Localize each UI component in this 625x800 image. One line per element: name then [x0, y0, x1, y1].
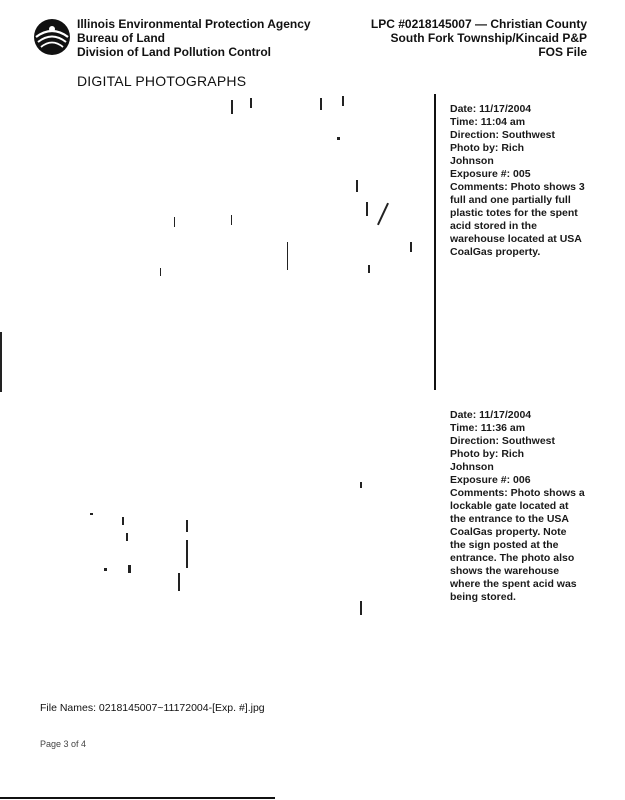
lpc-number: LPC #0218145007 — Christian County [370, 17, 587, 31]
bureau-name: Bureau of Land [77, 31, 166, 45]
photo-1-comments: Comments: Photo shows 3 full and one partially full plastic totes for the spent acid stored in the warehouse located at USA CoalGas property. [450, 181, 585, 258]
photo-artifact [231, 215, 232, 225]
division-name: Division of Land Pollution Control [77, 45, 271, 59]
photo-1-caption [450, 103, 585, 259]
photo-artifact [104, 568, 107, 571]
photo-artifact [186, 540, 188, 568]
page-number: Page 3 of 4 [40, 739, 87, 749]
photo-artifact [160, 268, 161, 276]
agency-header [77, 17, 311, 59]
photo-1-photographer: Photo by: Rich [450, 142, 525, 154]
lpc-location: South Fork Township/Kincaid P&P [390, 31, 587, 45]
photo-2-exposure: Exposure #: 006 [450, 474, 531, 486]
photo-artifact [126, 533, 128, 541]
photo-artifact [342, 96, 344, 106]
photo-1-photographer-name: Johnson [450, 155, 494, 167]
photo-2-photographer: Photo by: Rich [450, 448, 525, 460]
photo-artifact [231, 100, 233, 114]
photo-artifact [128, 565, 131, 573]
photo-artifact [178, 573, 180, 591]
photo-1-border [434, 94, 436, 390]
photo-2-time: Time: 11:36 am [450, 422, 526, 434]
photo-1-exposure: Exposure #: 005 [450, 168, 531, 180]
photo-1-direction: Direction: Southwest [450, 129, 556, 141]
photo-artifact [250, 98, 252, 108]
photo-1-time: Time: 11:04 am [450, 116, 526, 128]
photo-2-comments: Comments: Photo shows a lockable gate located at the entrance to the USA CoalGas property. Note the sign posted at the entrance. The photo also shows the warehouse where the spent acid was being stored. [450, 487, 585, 603]
photo-artifact [360, 601, 362, 615]
photo-artifact [337, 137, 340, 140]
photo-artifact [174, 217, 175, 227]
photo-artifact [0, 332, 2, 392]
photo-2-caption [450, 409, 585, 604]
photo-artifact [410, 242, 412, 252]
photo-2-direction: Direction: Southwest [450, 435, 556, 447]
photo-artifact [356, 180, 358, 192]
lpc-header [371, 17, 587, 59]
photo-artifact [287, 242, 288, 270]
photo-artifact [360, 482, 362, 488]
agency-name: Illinois Environmental Protection Agency [77, 17, 311, 31]
lpc-file: FOS File [538, 45, 587, 59]
photo-artifact [377, 203, 389, 226]
file-names: File Names: 0218145007~11172004-[Exp. #].jpg [40, 702, 265, 714]
photo-artifact [368, 265, 370, 273]
photo-artifact [186, 520, 188, 532]
photo-artifact [122, 517, 124, 525]
photo-artifact [366, 202, 368, 216]
page-title: DIGITAL PHOTOGRAPHS [77, 73, 247, 89]
illinois-epa-logo [32, 17, 72, 57]
photo-2-date: Date: 11/17/2004 [450, 409, 532, 421]
photo-artifact [90, 513, 93, 515]
photo-1-date: Date: 11/17/2004 [450, 103, 532, 115]
photo-1 [0, 92, 430, 392]
photo-artifact [320, 98, 322, 110]
bottom-rule [0, 797, 275, 799]
photo-2-photographer-name: Johnson [450, 461, 494, 473]
photo-2 [0, 405, 430, 655]
